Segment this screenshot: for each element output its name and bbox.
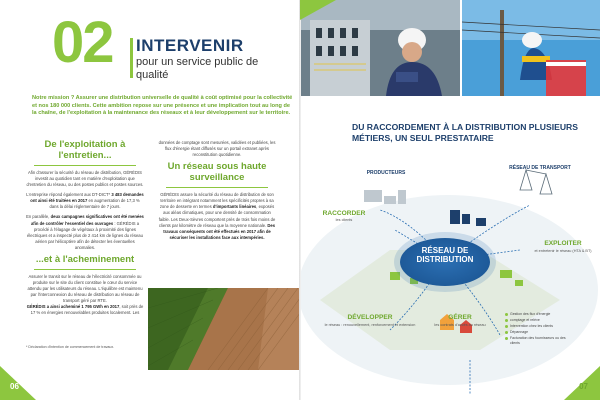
label-developper-sub: le réseau : renouvellement, renforcement et extension	[324, 323, 416, 327]
services-list	[505, 312, 571, 347]
aerial-field-photo	[148, 288, 300, 370]
heading-divider	[166, 187, 268, 188]
heading-surveillance: Un réseau sous haute surveillance	[167, 161, 267, 184]
label-raccorder-sub: les clients	[335, 218, 353, 222]
lineworker-photo	[462, 0, 600, 96]
list-item: Intervention chez les clients	[505, 324, 571, 329]
label-gerer-sub: les contrats d'accès au réseau	[434, 323, 486, 327]
page-number: 06	[10, 382, 19, 391]
diagram-title: DU RACCORDEMENT À LA DISTRIBUTION PLUSIEURS MÉTIERS, UN SEUL PRESTATAIRE	[352, 122, 578, 143]
title-accent-bar	[130, 38, 133, 78]
label-exploiter-sub: et entretenir le réseau (HTA & BT)	[534, 249, 592, 253]
heading-divider	[34, 165, 136, 166]
label-raccorder: RACCORDER	[322, 210, 366, 217]
list-item: Dépannage	[505, 330, 571, 335]
label-gerer: GÉRER	[448, 314, 472, 321]
paragraph: Afin d'assurer la sécurité du réseau de distribution, GÉRÉDIS investit au quotidien tant en matière d'exploitation que d'entretien du réseau, ou des postes publics et postes sources.	[26, 169, 144, 188]
technician-photo	[300, 0, 460, 96]
page-number: 07	[579, 382, 588, 391]
list-item: comptage et relève	[505, 318, 571, 323]
left-column	[26, 140, 144, 317]
footnote: * Déclaration d'intention de commencement de travaux.	[26, 345, 115, 349]
paragraph: L'entreprise répond également aux DT-DICT* 3 483 demandes ont ainsi été traitées en 2017 en augmentation de 17,3 % dans la délai réglementaire de 7 jours.	[26, 192, 144, 210]
heading-divider	[34, 269, 136, 270]
page-subtitle: pour un service public de qualité	[136, 56, 259, 81]
paragraph: GÉRÉDIS a ainsi acheminé 1 795 GWh en 2017, soit près de 17 % en énergies renouvelables produites localement. Les	[26, 304, 144, 316]
list-item: Facturation des fournisseurs ou des clients	[505, 336, 571, 345]
right-page	[300, 0, 600, 400]
paragraph: En parallèle, deux campagnes significatives ont été menées afin de contrôler l'essentiel des ouvrages : GÉRÉDIS a procédé à l'élagage de végétaux à proximité des lignes électriques et a inspecté plus de 2 414 km de lignes du réseau aérien par hélicoptère afin de détecter les éventuelles anomalies.	[26, 214, 144, 250]
label-producteurs: PRODUCTEURS	[366, 170, 406, 176]
label-reseau-transport: RÉSEAU DE TRANSPORT	[509, 165, 571, 171]
paragraph: données de comptage sont mesurées, validées et publiées, les flux d'énergie étant diffusés sur un portail extranet après reconstitution quotidienne.	[158, 140, 276, 158]
heading-exploitation: De l'exploitation à l'entretien...	[44, 139, 126, 161]
label-exploiter: EXPLOITER	[544, 240, 582, 247]
heading-acheminement: ...et à l'acheminement	[35, 253, 135, 265]
intro-paragraph: Notre mission ? Assurer une distribution universelle de qualité à coût optimisé pour la collectivité et nos 180 000 clients. Cette ambition repose sur une présence et une implication tout au long de la chaîne, de l'exploitation à la maintenance des réseaux et à leur développement sur le territoire.	[32, 95, 293, 117]
paragraph: GÉRÉDIS assure la sécurité du réseau de distribution de son territoire en intégrant notamment les spécificités propres à sa zone de desserte en termes d'importants linéaires, exposés aux aléas climatiques, pour une densité de consommation faible. Les Deux-Sèvres comportent près de trois fois moins de clients par kilomètre de réseau que la moyenne nationale. Des travaux conséquents ont été effectués en 2017 afin de sécuriser les installations face aux intempéries.	[158, 192, 276, 240]
label-developper: DÉVELOPPER	[347, 314, 393, 321]
page-title: INTERVENIR	[136, 36, 244, 55]
right-column	[158, 140, 276, 241]
page-gutter	[299, 0, 301, 400]
section-number: 02	[52, 10, 113, 75]
paragraph: Assurer le transit sur le réseau de l'électricité consommée ou produite sur le site du client constitue le cœur du service attendu par les utilisateurs du réseau. L'équilibre est maintenu par l'interconnexion du réseau de distribution au réseau de transport géré par RTE.	[27, 273, 143, 304]
list-item: Gestion des flux d'énergie	[505, 312, 571, 317]
hub-label: RÉSEAU DE DISTRIBUTION	[416, 246, 474, 264]
